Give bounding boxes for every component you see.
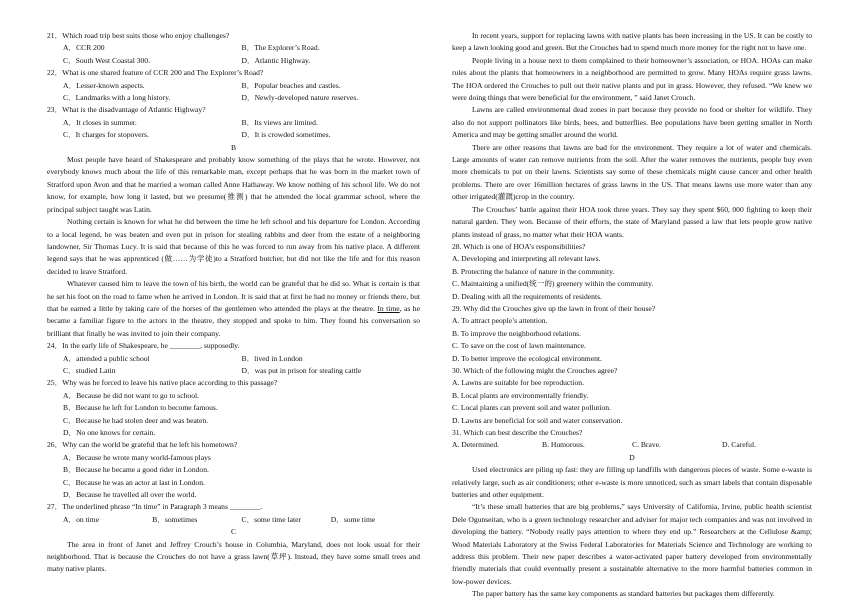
left-column (47, 30, 420, 576)
option: D. Careful. (722, 440, 756, 450)
option: C. Local plants can prevent soil and water pollution. (452, 403, 612, 413)
option: D．Because he travelled all over the world. (63, 490, 197, 500)
question-27: 27．The underlined phrase “In time” in Paragraph 3 means ________. (47, 502, 263, 512)
option: C．South West Coastal 300. (63, 55, 151, 65)
question-24-options (47, 365, 420, 377)
option: D．Newly-developed nature reserves. (241, 93, 359, 103)
paragraph-text: , as he became a familiar figure to the actors in the theatre, they stopped and spoke to him. They found his conversation so brilliant that finally he was invited to join their company. (47, 303, 420, 338)
question-24: 24．In the early life of Shakespeare, he ________, supposedly. (47, 341, 240, 351)
option: D. To better improve the ecological environment. (452, 353, 602, 363)
passage-b-paragraph-3 (47, 278, 420, 340)
question-23: 23．What is the disadvantage of Atlantic Highway? (47, 105, 206, 115)
question-21-options (47, 42, 420, 54)
option: A. Determined. (452, 440, 500, 450)
question-26: 26．Why can the world be grateful that he left his hometown? (47, 440, 238, 450)
option: C．It charges for stopovers. (63, 130, 149, 140)
question-22: 22．What is one shared feature of CCR 200 and The Explorer’s Road? (47, 68, 264, 78)
question-22-options (47, 80, 420, 92)
option: B. Local plants are environmentally friendly. (452, 390, 589, 400)
option: D．Atlantic Highway. (241, 55, 311, 65)
option: B. Protecting the balance of nature in the community. (452, 266, 615, 276)
option: D．No one knows for certain. (63, 428, 156, 437)
passage-d-paragraph-2: “It’s these small batteries that are big problems,” says University of California, Irvine, public health scientist Dele Ogunseitan, who is a green technology researcher and adviser for major tech companies and was not involved in developing the battery. “Nobody really pays attention to where they end up.” Researchers at the Cellulose &amp; Wood Materials Laboratory at the Swiss Federal Laboratories for Materials Science and Technology are working to address this problem. Their new paper describes a water-activated paper battery developed from environmentally friendly materials that could eventually present a sustainable alternative to the more harmful batteries common in low-power devices. (452, 502, 812, 586)
option: A．Because he did not want to go to school. (63, 390, 200, 400)
option: B．Popular beaches and castles. (241, 80, 341, 90)
question-25: 25．Why was he forced to leave his native place according to this passage? (47, 378, 278, 388)
option: A．on time (63, 514, 100, 524)
option: B. To improve the neighborhood relations. (452, 328, 582, 338)
option: C．some time later (241, 514, 301, 524)
passage-c-paragraph-5: There are other reasons that lawns are bad for the environment. They require a lot of water and chemicals. Large amounts of water can remove nutrients from the soil. After the water removes the nutrients, people buy even more chemicals to put on their lawns. Scientists say some of these chemicals might cause cancer and other health problems. There are over 16million hectares of grass lawns in the US. That means lawns use more water than any other irrigated(灌溉)crop in the country. (452, 142, 812, 202)
question-28: 28. Which is one of HOA’s responsibilities? (452, 241, 586, 251)
passage-c-paragraph-6: The Crouches’ battle against their HOA took three years. They say they spent $60, 000 fighting to keep their natural garden. They won. Because of their efforts, the state of Maryland passed a law that lets people grow native plants instead of grass, no matter what their HOA wants. (452, 204, 812, 239)
passage-d-paragraph-3: The paper battery has the same key components as standard batteries but packages them differently. (472, 589, 775, 599)
option: B．The Explorer’s Road. (241, 43, 320, 53)
question-24-options (47, 353, 420, 365)
option: B. Humorous. (542, 440, 585, 450)
question-21: 21．Which road trip best suits those who enjoy challenges? (47, 31, 230, 40)
question-31-options (452, 439, 812, 451)
option: B．Because he became a good rider in London. (63, 465, 209, 475)
option: A．It closes in summer. (63, 117, 137, 127)
option: A. Lawns are suitable for bee reproduction. (452, 378, 584, 388)
passage-c-paragraph-4: Lawns are called environmental dead zones in part because they provide no food or shelter for wildlife. They also do not support pollinators like birds, bees, and butterflies. Bee populations have been getting smaller in North America and may be getting smaller around the world. (452, 105, 812, 140)
option: A．CCR 200 (63, 43, 105, 53)
option: C. Brave. (632, 440, 661, 450)
section-heading-c: C (230, 527, 237, 537)
passage-b-paragraph-2: Nothing certain is known for what he did between the time he left school and his departure for London. According to a local legend, he was beaten and even put in prison for stealing rabbits and deer from the estate of a neighboring landowner, Sir Thomas Lucy. It is said that because of this he was forced to run away from his native place. A different legend says that he was apprenticed (做……为学徒)to a Stratford butcher, but did not like the life and for this reason decided to leave Stratford. (47, 217, 420, 276)
question-27-options (47, 514, 420, 526)
paragraph-text: Whatever caused him to leave the town of his birth, the world can be grateful that he did so. What is certain is that he set his foot on the road to fame when he arrived in London. It is said that at first he had no money or friends there, but that he earned a little by taking care of the horses of the gentlemen who attended the plays at the theatre. (47, 279, 420, 313)
option: B．Its views are limited. (241, 117, 318, 127)
option: D．was put in prison for stealing cattle (241, 365, 362, 375)
option: C．Because he had stolen deer and was beaten. (63, 415, 209, 425)
option: C．Because he was an actor at last in London. (63, 477, 205, 487)
option: D. Dealing with all the requirements of residents. (452, 291, 602, 301)
option: C. Maintaining a unified(统一的) greenery within the community. (452, 279, 654, 289)
option: C．Landmarks with a long history. (63, 93, 171, 103)
option: A．Lesser-known aspects. (63, 80, 145, 90)
passage-d-paragraph-1: Used electronics are piling up fast: they are filling up landfills with dangerous pieces of waste. Some e-waste is relatively large, such as air conditioners; other e-waste is more unnoticed, such as smart labels that contain disposable batteries and other equipment. (452, 465, 812, 500)
passage-c-paragraph-2: In recent years, support for replacing lawns with native plants has been increasing in the US. It can be costly to keep a lawn looking good and green. But the Crouches had to spend much more money for the right not to have one. (452, 31, 812, 53)
section-heading-b: B (230, 142, 237, 152)
question-21-options (47, 55, 420, 67)
option: D. Lawns are beneficial for soil and water conservation. (452, 415, 623, 425)
option: A. Developing and interpreting all relevant laws. (452, 254, 601, 264)
option: C. To save on the cost of lawn maintenance. (452, 341, 586, 351)
passage-b-paragraph-1: Most people have heard of Shakespeare and probably know something of the plays that he wrote. However, not everybody knows much about the life of this remarkable man, except perhaps that he was born in the market town of Stratford upon Avon and that he married a woman called Anne Hathaway. We know nothing of his school life. We do not know, for example, how long it lasted, but we presume(推测) that he attended the local grammar school, where the principal subject taught was Latin. (47, 155, 420, 214)
right-column (452, 30, 812, 601)
option: D．It is crowded sometimes. (241, 130, 331, 140)
section-heading-d: D (629, 452, 635, 462)
option: B．lived in London (241, 353, 303, 363)
option: D．some time (330, 514, 376, 524)
question-23-options (47, 117, 420, 129)
option: A．Because he wrote many world-famous plays (63, 452, 211, 462)
option: A. To attract people’s attention. (452, 316, 548, 326)
underlined-phrase: In time (377, 303, 400, 313)
question-31: 31. Which can best describe the Crouches? (452, 428, 583, 437)
passage-c-paragraph-3: People living in a house next to them complained to their homeowner’s association, or HOA. HOAs can make rules about the plants that homeowners in a neighborhood are permitted to grow. Many HOAs require grass lawns. The HOA ordered the Crouches to pull out their native plants and put in grass. However, they refused. “We knew we were doing things that were beneficial for the environment, ” said Janet Crouch. (452, 55, 812, 103)
question-23-options (47, 129, 420, 141)
option: A．attended a public school (63, 353, 150, 363)
option: B．sometimes (152, 514, 198, 524)
question-29: 29. Why did the Crouches give up the lawn in front of their house? (452, 303, 656, 313)
option: B．Because he left for London to become famous. (63, 403, 218, 413)
question-30: 30. Which of the following might the Crouches agree? (452, 365, 618, 375)
question-22-options (47, 92, 420, 104)
option: C．studied Latin (63, 365, 116, 375)
passage-c-paragraph-1: The area in front of Janet and Jeffrey Crouch’s house in Columbia, Maryland, does not look usual for their neighborhood. That is because the Crouches do not have a grass lawn(草坪). Instead, they have some small trees and many native plants. (47, 539, 420, 574)
